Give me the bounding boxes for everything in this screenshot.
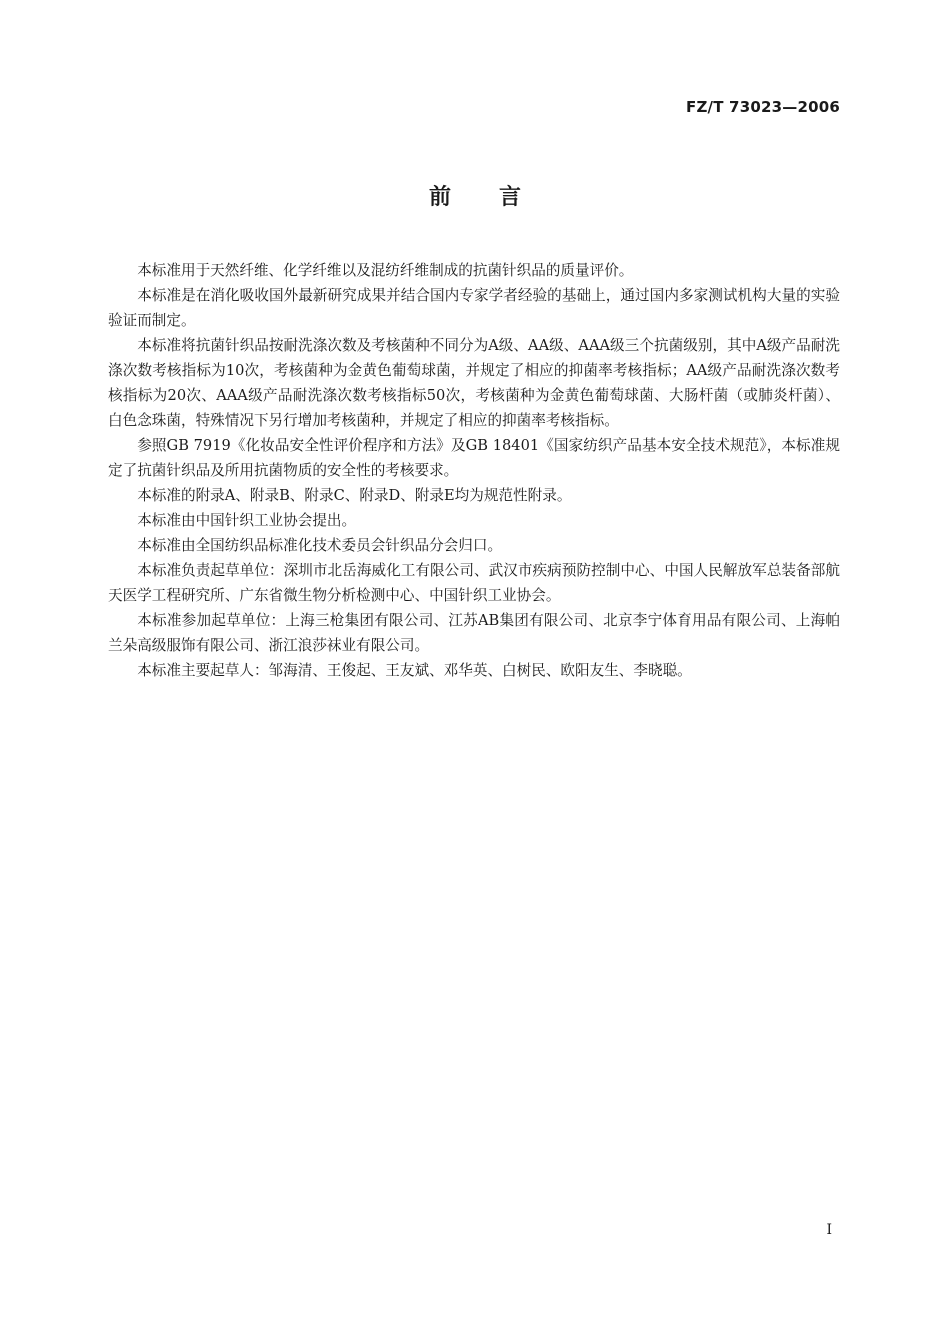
foreword-body bbox=[108, 258, 840, 683]
paragraph-basis: 本标准是在消化吸收国外最新研究成果并结合国内专家学者经验的基础上，通过国内多家测试机构大量的实验验证而制定。 bbox=[108, 287, 840, 329]
paragraph-drafting-units: 本标准负责起草单位：深圳市北岳海威化工有限公司、武汉市疾病预防控制中心、中国人民解放军总装备部航天医学工程研究所、广东省微生物分析检测中心、中国针织工业协会。 bbox=[108, 562, 840, 604]
paragraph-safety: 参照GB 7919《化妆品安全性评价程序和方法》及GB 18401《国家纺织产品基本安全技术规范》，本标准规定了抗菌针织品及所用抗菌物质的安全性的考核要求。 bbox=[108, 437, 840, 479]
standard-code: FZ/T 73023—2006 bbox=[686, 98, 840, 116]
page-number: I bbox=[826, 1222, 832, 1238]
paragraph-participating-units: 本标准参加起草单位：上海三枪集团有限公司、江苏AB集团有限公司、北京李宁体育用品有限公司、上海帕兰朵高级服饰有限公司、浙江浪莎袜业有限公司。 bbox=[108, 612, 840, 654]
paragraph-grades: 本标准将抗菌针织品按耐洗涤次数及考核菌种不同分为A级、AA级、AAA级三个抗菌级别，其中A级产品耐洗涤次数考核指标为10次，考核菌种为金黄色葡萄球菌，并规定了相应的抑菌率考核指标；AA级产品耐洗涤次数考核指标为20次、AAA级产品耐洗涤次数考核指标50次，考核菌种为金黄色葡萄球菌、大肠杆菌（或肺炎杆菌）、白色念珠菌，特殊情况下另行增加考核菌种，并规定了相应的抑菌率考核指标。 bbox=[108, 337, 840, 429]
paragraph-committee: 本标准由全国纺织品标准化技术委员会针织品分会归口。 bbox=[137, 537, 503, 554]
paragraph-scope: 本标准用于天然纤维、化学纤维以及混纺纤维制成的抗菌针织品的质量评价。 bbox=[137, 262, 634, 279]
paragraph-proposer: 本标准由中国针织工业协会提出。 bbox=[137, 512, 357, 529]
page-title: 前言 bbox=[428, 185, 569, 210]
paragraph-drafters: 本标准主要起草人：邹海清、王俊起、王友斌、邓华英、白树民、欧阳友生、李晓聪。 bbox=[137, 662, 692, 679]
paragraph-annexes: 本标准的附录A、附录B、附录C、附录D、附录E均为规范性附录。 bbox=[137, 487, 572, 504]
